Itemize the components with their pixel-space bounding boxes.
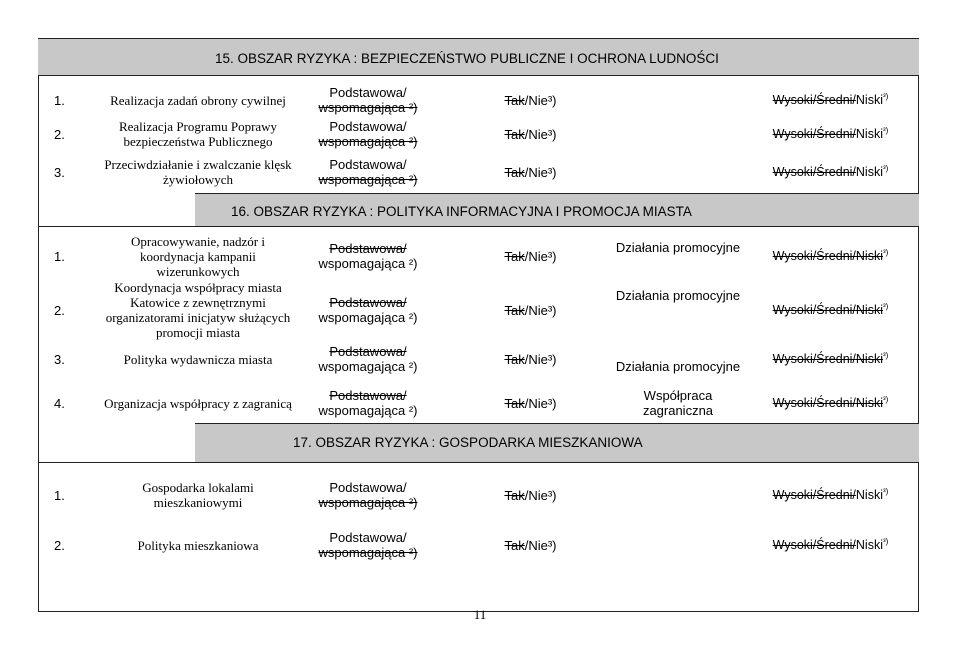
risk-level [768, 93, 893, 108]
yes-no [493, 249, 568, 264]
type-secondary: wspomagająca ²) [318, 100, 418, 115]
task-line: Gospodarka lokalami [142, 480, 254, 495]
task-description [83, 396, 313, 411]
task-description [83, 538, 313, 553]
row-number: 1. [54, 93, 65, 108]
no-value: /Nie³) [524, 396, 557, 411]
no-value: /Nie³) [524, 249, 557, 264]
type-primary: Podstawowa/ [329, 119, 407, 134]
yes-value: Tak [504, 538, 525, 553]
task-line: Katowice z zewnętrznymi [130, 295, 266, 310]
risk-low: Niski [855, 538, 883, 552]
yes-value: Tak [504, 396, 525, 411]
row-number: 4. [54, 396, 65, 411]
risk-low: Niski [855, 352, 883, 366]
type-primary: Podstawowa/ [329, 344, 407, 359]
task-type [308, 157, 428, 187]
no-value: /Nie³) [524, 303, 557, 318]
risk-footnote: ³) [883, 91, 889, 101]
yes-no [493, 538, 568, 553]
risk-high-medium: Wysoki/Średni/ [772, 538, 856, 552]
no-value: /Nie³) [524, 93, 557, 108]
yes-no [493, 488, 568, 503]
table-row [38, 154, 919, 190]
risk-footnote: ³) [883, 247, 889, 257]
yes-no [493, 165, 568, 180]
risk-low: Niski [855, 488, 883, 502]
task-description [83, 119, 313, 149]
risk-low: Niski [855, 165, 883, 179]
row-number: 1. [54, 249, 65, 264]
task-line: Przeciwdziałanie i zwalczanie klęsk [104, 157, 292, 172]
yes-no [493, 127, 568, 142]
risk-level [768, 488, 893, 503]
task-description [83, 93, 313, 108]
table-row [38, 526, 919, 564]
task-type [308, 241, 428, 271]
risk-level [768, 538, 893, 553]
risk-footnote: ³) [883, 125, 889, 135]
section-header-17 [195, 423, 919, 463]
type-secondary: wspomagająca ²) [318, 359, 418, 374]
risk-high-medium: Wysoki/Średni/ [772, 488, 856, 502]
table-row [38, 384, 919, 422]
yes-no [493, 303, 568, 318]
type-secondary: wspomagająca ²) [318, 495, 418, 510]
risk-level [768, 165, 893, 180]
risk-high-medium: Wysoki/Średni/ [772, 396, 856, 410]
risk-level [768, 352, 893, 367]
type-secondary: wspomagająca ²) [318, 545, 418, 560]
task-line: Organizacja współpracy z zagranicą [104, 395, 292, 411]
task-line: Realizacja Programu Poprawy [118, 119, 278, 134]
yes-no [493, 352, 568, 367]
task-line: żywiołowych [162, 172, 234, 187]
risk-footnote: ³) [883, 301, 889, 311]
type-primary: Podstawowa/ [329, 241, 407, 256]
table-row [38, 340, 919, 378]
risk-level [768, 303, 893, 318]
task-type [308, 119, 428, 149]
type-primary: Podstawowa/ [329, 530, 407, 545]
risk-high-medium: Wysoki/Średni/ [772, 165, 856, 179]
task-description [83, 234, 313, 279]
yes-value: Tak [504, 249, 525, 264]
action-line: Działania promocyjne [615, 240, 741, 255]
no-value: /Nie³) [524, 538, 557, 553]
yes-value: Tak [504, 488, 525, 503]
table-row [38, 476, 919, 514]
risk-level [768, 249, 893, 264]
table-row [38, 280, 919, 340]
task-type [308, 344, 428, 374]
risk-footnote: ³) [883, 536, 889, 546]
task-type [308, 85, 428, 115]
task-line: promocji miasta [155, 325, 241, 340]
type-primary: Podstawowa/ [329, 480, 407, 495]
yes-no [493, 93, 568, 108]
action-line: Działania promocyjne [615, 288, 741, 303]
task-line: mieszkaniowymi [153, 495, 243, 510]
type-secondary: wspomagająca ²) [318, 172, 418, 187]
action-line: zagraniczna [642, 403, 714, 418]
section-title: 17. OBSZAR RYZYKA : GOSPODARKA MIESZKANIOWA [293, 435, 643, 450]
risk-high-medium: Wysoki/Średni/ [772, 303, 856, 317]
risk-low: Niski [855, 396, 883, 410]
task-description [83, 157, 313, 187]
task-line: koordynacja kampanii [140, 248, 256, 264]
yes-value: Tak [504, 303, 525, 318]
type-primary: Podstawowa/ [329, 295, 407, 310]
risk-footnote: ³) [883, 350, 889, 360]
action-line: Działania promocyjne [615, 359, 741, 374]
divider [38, 193, 195, 227]
action-description [603, 288, 753, 303]
risk-low: Niski [855, 127, 883, 141]
task-type [308, 388, 428, 418]
page-number: 11 [473, 607, 487, 622]
task-type [308, 295, 428, 325]
row-number: 3. [54, 352, 65, 367]
row-number: 2. [54, 538, 65, 553]
risk-level [768, 127, 893, 142]
task-line: Polityka wydawnicza miasta [123, 351, 273, 367]
type-secondary: wspomagająca ²) [318, 403, 418, 418]
task-type [308, 530, 428, 560]
action-description [603, 388, 753, 418]
row-number: 2. [54, 127, 65, 142]
yes-value: Tak [504, 93, 525, 108]
divider [38, 423, 195, 463]
yes-value: Tak [504, 352, 525, 367]
risk-high-medium: Wysoki/Średni/ [772, 93, 856, 107]
row-number: 3. [54, 165, 65, 180]
risk-high-medium: Wysoki/Średni/ [772, 352, 856, 366]
task-description [83, 480, 313, 510]
risk-high-medium: Wysoki/Średni/ [772, 127, 856, 141]
task-description [83, 280, 313, 340]
risk-low: Niski [855, 249, 883, 263]
action-description [603, 240, 753, 255]
task-type [308, 480, 428, 510]
section-header-15 [38, 38, 919, 76]
table-row [38, 85, 919, 115]
type-primary: Podstawowa/ [329, 388, 407, 403]
yes-no [493, 396, 568, 411]
type-primary: Podstawowa/ [329, 85, 407, 100]
type-secondary: wspomagająca ²) [318, 256, 418, 271]
type-secondary: wspomagająca ²) [318, 310, 418, 325]
no-value: /Nie³) [524, 127, 557, 142]
task-line: organizatorami inicjatyw służących [105, 310, 291, 325]
task-line: Opracowywanie, nadzór i [131, 233, 265, 249]
risk-footnote: ³) [883, 394, 889, 404]
row-number: 1. [54, 488, 65, 503]
action-description [603, 359, 753, 374]
no-value: /Nie³) [524, 488, 557, 503]
task-line: bezpieczeństwa Publicznego [123, 134, 273, 149]
task-line: Polityka mieszkaniowa [137, 537, 259, 553]
type-secondary: wspomagająca ²) [318, 134, 418, 149]
action-line: Współpraca [643, 388, 713, 403]
task-line: wizerunkowych [156, 263, 240, 279]
row-number: 2. [54, 303, 65, 318]
risk-footnote: ³) [883, 486, 889, 496]
risk-level [768, 396, 893, 411]
risk-low: Niski [855, 303, 883, 317]
no-value: /Nie³) [524, 352, 557, 367]
yes-value: Tak [504, 165, 525, 180]
task-line: Koordynacja współpracy miasta [114, 280, 282, 295]
section-header-16 [195, 193, 919, 227]
no-value: /Nie³) [524, 165, 557, 180]
type-primary: Podstawowa/ [329, 157, 407, 172]
task-line: Realizacja zadań obrony cywilnej [110, 92, 286, 108]
risk-footnote: ³) [883, 163, 889, 173]
yes-value: Tak [504, 127, 525, 142]
table-row [38, 116, 919, 152]
table-row [38, 230, 919, 282]
task-description [83, 352, 313, 367]
risk-low: Niski [855, 93, 883, 107]
section-title: 15. OBSZAR RYZYKA : BEZPIECZEŃSTWO PUBLICZNE I OCHRONA LUDNOŚCI [215, 51, 719, 66]
risk-high-medium: Wysoki/Średni/ [772, 249, 856, 263]
section-title: 16. OBSZAR RYZYKA : POLITYKA INFORMACYJNA I PROMOCJA MIASTA [231, 204, 692, 219]
